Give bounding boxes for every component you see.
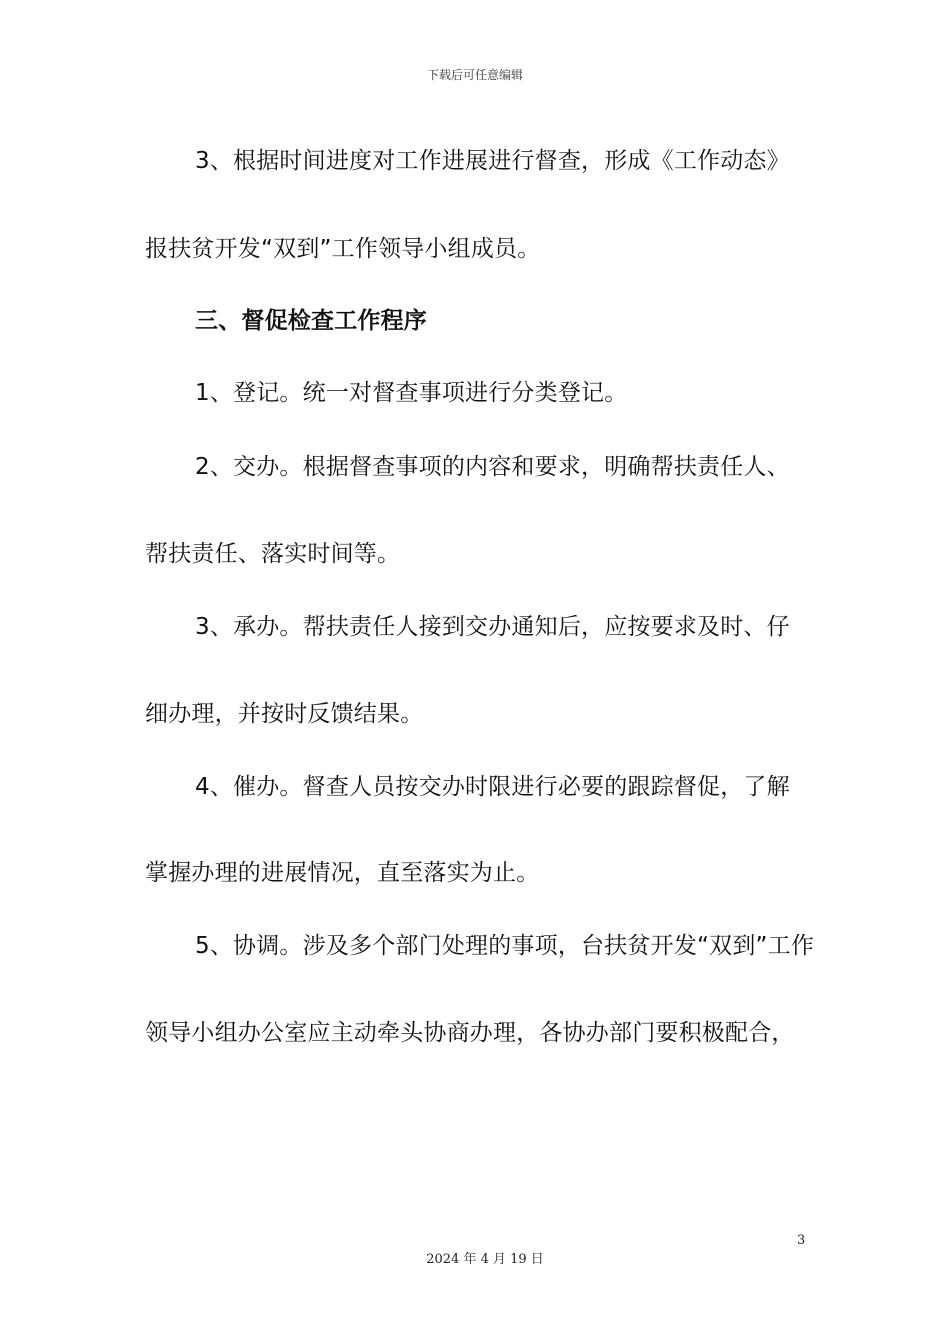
page-number: 3 bbox=[797, 1233, 806, 1248]
paragraph-line: 领导小组办公室应主动牵头协商办理，各协办部门要积极配合， bbox=[145, 1020, 795, 1046]
paragraph-line: 5、协调。涉及多个部门处理的事项，台扶贫开发“双到”工作 bbox=[195, 933, 815, 959]
paragraph-line: 1、登记。统一对督查事项进行分类登记。 bbox=[195, 380, 628, 406]
section-heading: 三、督促检查工作程序 bbox=[195, 308, 427, 334]
paragraph-line: 掌握办理的进展情况，直至落实为止。 bbox=[145, 860, 540, 886]
paragraph-line: 报扶贫开发“双到”工作领导小组成员。 bbox=[145, 236, 541, 262]
paragraph-line: 4、催办。督查人员按交办时限进行必要的跟踪督促，了解 bbox=[195, 774, 790, 800]
paragraph-line: 2、交办。根据督查事项的内容和要求，明确帮扶责任人、 bbox=[195, 454, 790, 480]
paragraph-line: 3、根据时间进度对工作进展进行督查，形成《工作动态》 bbox=[195, 148, 790, 174]
footer-date: 2024 年 4 月 19 日 bbox=[426, 1252, 544, 1267]
paragraph-line: 帮扶责任、落实时间等。 bbox=[145, 541, 401, 567]
page-header: 下载后可任意编辑 bbox=[426, 68, 523, 82]
paragraph-line: 细办理，并按时反馈结果。 bbox=[145, 701, 424, 727]
paragraph-line: 3、承办。帮扶责任人接到交办通知后，应按要求及时、仔 bbox=[195, 614, 790, 640]
